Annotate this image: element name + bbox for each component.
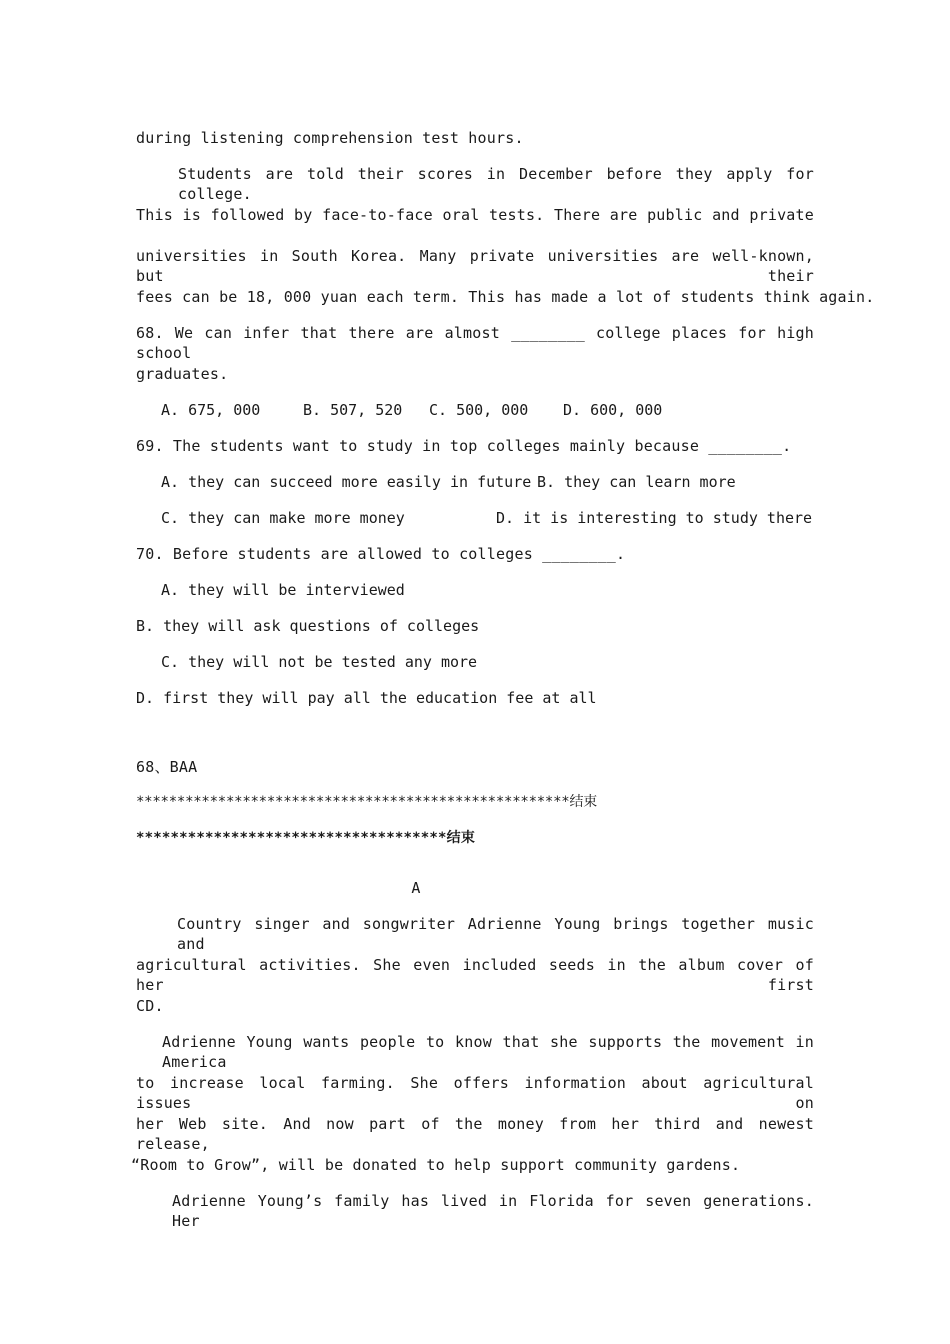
end-marker: *****************************************************结束 xyxy=(136,794,597,810)
passage-line: Students are told their scores in December before they apply for college. xyxy=(178,165,814,203)
passage-line: Adrienne Young’s family has lived in Florida for seven generations. Her xyxy=(172,1192,814,1230)
option-68-d: D. 600, 000 xyxy=(563,401,663,419)
option-69-c: C. they can make more money xyxy=(161,509,405,527)
passage-line: during listening comprehension test hours. xyxy=(136,129,524,147)
option-70-a: A. they will be interviewed xyxy=(161,581,405,599)
passage-line: This is followed by face-to-face oral tests. There are public and private xyxy=(136,206,814,224)
passage-line: fees can be 18, 000 yuan each term. This has made a lot of students think again. xyxy=(136,288,875,306)
option-68-c: C. 500, 000 xyxy=(429,401,529,419)
option-70-c: C. they will not be tested any more xyxy=(161,653,478,671)
end-marker-bold: ************************************结束 xyxy=(136,830,476,846)
option-69-d: D. it is interesting to study there xyxy=(496,509,813,527)
question-69-stem: 69. The students want to study in top colleges mainly because ________. xyxy=(136,437,792,455)
passage-line: Adrienne Young wants people to know that she supports the movement in America xyxy=(162,1033,814,1071)
question-68-stem-cont: graduates. xyxy=(136,365,229,383)
option-69-a: A. they can succeed more easily in future xyxy=(161,473,532,491)
passage-line: universities in South Korea. Many private universities are well-known, but their xyxy=(136,247,814,285)
passage-line: to increase local farming. She offers information about agricultural issues on xyxy=(136,1074,814,1112)
passage-line: Country singer and songwriter Adrienne Young brings together music and xyxy=(177,915,814,953)
question-70-stem: 70. Before students are allowed to colleges ________. xyxy=(136,545,626,563)
passage-line: “Room to Grow”, will be donated to help support community gardens. xyxy=(131,1156,741,1174)
option-69-b: B. they can learn more xyxy=(537,473,736,491)
answer-key: 68、BAA xyxy=(136,758,198,776)
question-68-stem: 68. We can infer that there are almost ________ college places for high school xyxy=(136,324,814,362)
passage-line: CD. xyxy=(136,997,164,1015)
passage-line: agricultural activities. She even included seeds in the album cover of her first xyxy=(136,956,814,994)
section-heading: A xyxy=(411,879,421,897)
option-68-b: B. 507, 520 xyxy=(303,401,403,419)
option-68-a: A. 675, 000 xyxy=(161,401,261,419)
option-70-b: B. they will ask questions of colleges xyxy=(136,617,480,635)
option-70-d: D. first they will pay all the education fee at all xyxy=(136,689,597,707)
passage-line: her Web site. And now part of the money from her third and newest release, xyxy=(136,1115,814,1153)
